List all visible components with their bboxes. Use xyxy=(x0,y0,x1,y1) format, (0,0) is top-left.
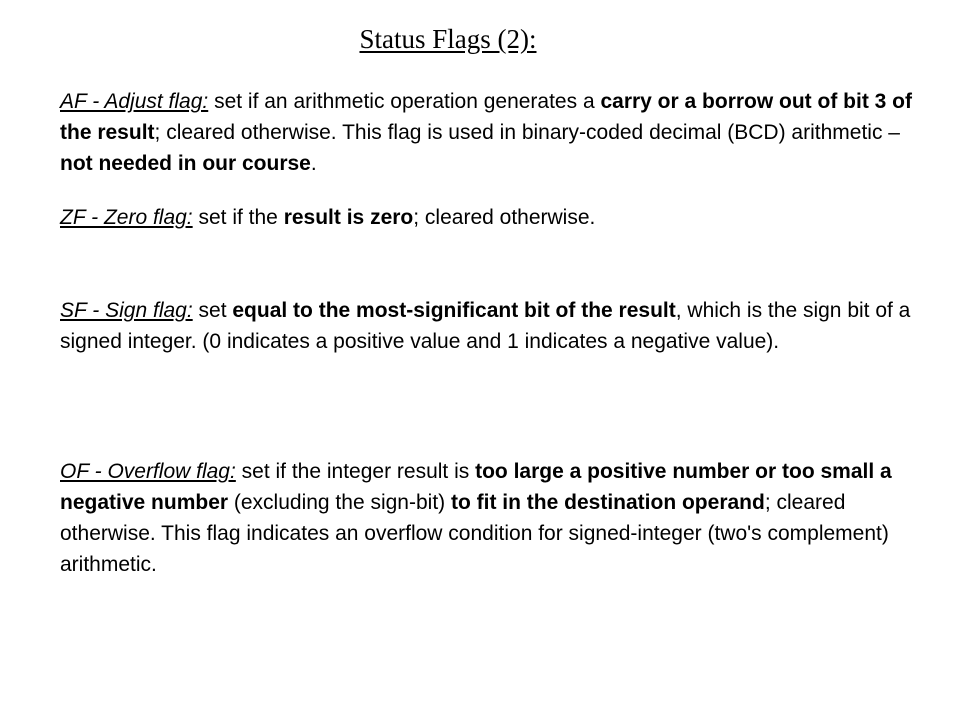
af-text-3: ; cleared otherwise. This flag is used in binary-coded decimal (BCD) arithmetic – xyxy=(154,121,900,144)
sf-text-3: , which is the sign bit of a signed integer. (0 indicates a positive value and 1 indicates a negative value). xyxy=(60,299,911,353)
sf-text-2: equal to the most-significant bit of the result xyxy=(232,299,676,322)
sf-flag-description xyxy=(60,295,930,357)
zf-flag-name: ZF - Zero flag: xyxy=(60,206,193,229)
af-text-4: not needed in our course xyxy=(60,152,311,175)
af-flag-name: AF - Adjust flag: xyxy=(60,90,209,113)
slide-title: Status Flags (2): xyxy=(359,24,537,54)
of-text-3: (excluding the sign-bit) xyxy=(228,491,451,514)
af-text-5: . xyxy=(310,152,317,175)
of-text-4: to fit in the destination operand xyxy=(451,491,765,514)
zf-text-2: result is zero xyxy=(283,206,414,229)
zf-text-1: set if the xyxy=(192,206,284,229)
of-flag-description xyxy=(60,456,930,580)
of-text-5: ; cleared otherwise. This flag indicates an overflow condition for signed-integer (two's complement) arithmetic. xyxy=(60,491,889,576)
af-flag-description xyxy=(60,86,930,179)
of-text-1: set if the integer result is xyxy=(235,460,476,483)
of-text-2: too large a positive number or too small a negative number xyxy=(60,460,892,514)
zf-text-3: ; cleared otherwise. xyxy=(413,206,596,229)
sf-text-1: set xyxy=(192,299,233,322)
zf-flag-description xyxy=(60,202,930,233)
of-flag-name: OF - Overflow flag: xyxy=(60,460,236,483)
af-text-2: carry or a borrow out of bit 3 of the result xyxy=(60,90,912,144)
af-text-1: set if an arithmetic operation generates a xyxy=(208,90,601,113)
sf-flag-name: SF - Sign flag: xyxy=(60,299,193,322)
